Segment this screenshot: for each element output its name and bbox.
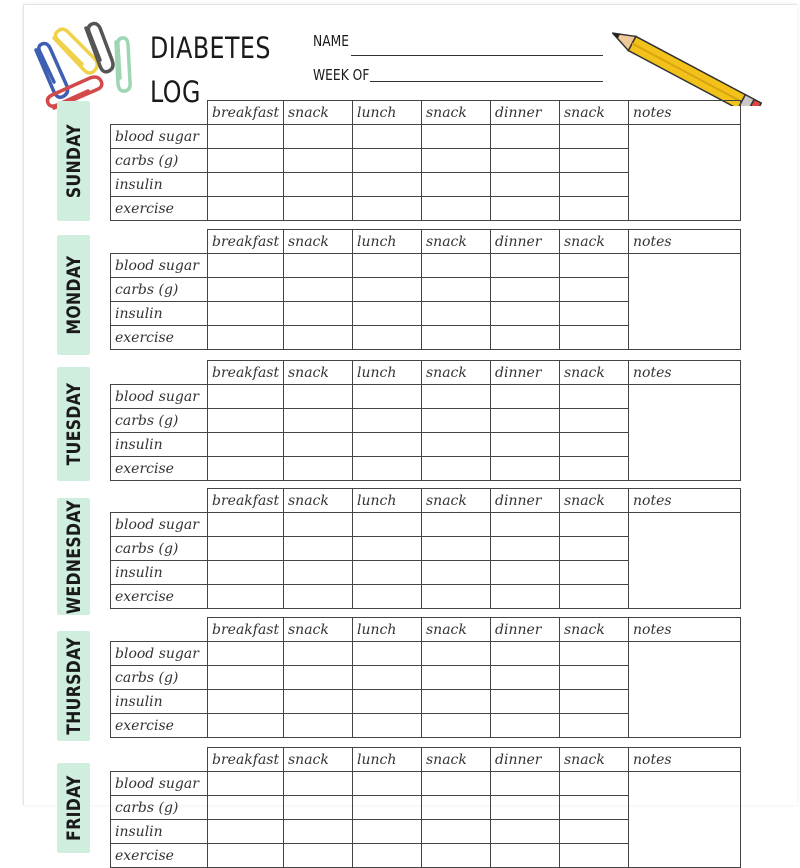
entry-cell[interactable] (422, 302, 491, 326)
entry-cell[interactable] (422, 326, 491, 350)
row-label: insulin (111, 433, 208, 457)
entry-cell[interactable] (422, 457, 491, 481)
entry-cell[interactable] (353, 409, 422, 433)
column-header: lunch (353, 101, 422, 125)
pencil-icon (612, 26, 782, 106)
title-line-1: DIABETES (150, 31, 271, 65)
column-header: snack (284, 101, 353, 125)
notes-cell[interactable] (629, 642, 741, 738)
row-label: exercise (111, 714, 208, 738)
day-label: FRIDAY (62, 775, 85, 841)
entry-cell[interactable] (284, 537, 353, 561)
entry-cell[interactable] (208, 385, 284, 409)
entry-cell[interactable] (284, 561, 353, 585)
entry-cell[interactable] (491, 125, 560, 149)
table-header-row (111, 101, 741, 125)
header-spacer (111, 618, 208, 642)
header-spacer (111, 230, 208, 254)
entry-cell[interactable] (422, 513, 491, 537)
entry-cell[interactable] (560, 254, 629, 278)
day-tab (57, 498, 90, 615)
entry-cell[interactable] (284, 278, 353, 302)
entry-cell[interactable] (422, 690, 491, 714)
column-header: snack (284, 748, 353, 772)
row-label: blood sugar (111, 513, 208, 537)
log-table (110, 488, 741, 609)
header-spacer (111, 101, 208, 125)
entry-cell[interactable] (560, 772, 629, 796)
entry-cell[interactable] (353, 254, 422, 278)
entry-cell[interactable] (560, 585, 629, 609)
column-header: dinner (491, 618, 560, 642)
entry-cell[interactable] (208, 537, 284, 561)
entry-cell[interactable] (491, 409, 560, 433)
entry-cell[interactable] (208, 642, 284, 666)
entry-cell[interactable] (491, 690, 560, 714)
column-header: breakfast (208, 618, 284, 642)
entry-cell[interactable] (422, 642, 491, 666)
entry-cell[interactable] (560, 561, 629, 585)
column-header: breakfast (208, 361, 284, 385)
entry-cell[interactable] (491, 642, 560, 666)
notes-cell[interactable] (629, 254, 741, 350)
entry-cell[interactable] (560, 820, 629, 844)
entry-cell[interactable] (284, 844, 353, 868)
entry-cell[interactable] (208, 714, 284, 738)
entry-cell[interactable] (491, 254, 560, 278)
column-header: lunch (353, 618, 422, 642)
entry-cell[interactable] (491, 561, 560, 585)
log-table (110, 617, 741, 738)
week-label: WEEK OF (313, 66, 370, 84)
entry-cell[interactable] (353, 149, 422, 173)
day-tab (57, 763, 90, 853)
day-tab (57, 101, 90, 221)
entry-cell[interactable] (491, 796, 560, 820)
entry-cell[interactable] (208, 457, 284, 481)
entry-cell[interactable] (422, 585, 491, 609)
entry-cell[interactable] (284, 820, 353, 844)
entry-cell[interactable] (491, 457, 560, 481)
entry-cell[interactable] (284, 254, 353, 278)
row-label: carbs (g) (111, 796, 208, 820)
entry-cell[interactable] (353, 537, 422, 561)
entry-cell[interactable] (208, 585, 284, 609)
entry-cell[interactable] (491, 772, 560, 796)
entry-cell[interactable] (491, 433, 560, 457)
table-header-row (111, 230, 741, 254)
entry-cell[interactable] (491, 302, 560, 326)
log-table (110, 360, 741, 481)
row-label: insulin (111, 690, 208, 714)
row-label: carbs (g) (111, 149, 208, 173)
row-label: exercise (111, 585, 208, 609)
row-label: blood sugar (111, 125, 208, 149)
entry-cell[interactable] (560, 409, 629, 433)
column-header: notes (629, 748, 741, 772)
header-spacer (111, 361, 208, 385)
entry-cell[interactable] (353, 513, 422, 537)
table-header-row (111, 748, 741, 772)
entry-cell[interactable] (353, 278, 422, 302)
column-header: breakfast (208, 489, 284, 513)
entry-cell[interactable] (284, 125, 353, 149)
entry-cell[interactable] (560, 149, 629, 173)
entry-cell[interactable] (422, 844, 491, 868)
notes-cell[interactable] (629, 772, 741, 868)
notes-cell[interactable] (629, 125, 741, 221)
row-label: exercise (111, 326, 208, 350)
title-line-2: LOG (150, 75, 201, 109)
entry-cell[interactable] (208, 197, 284, 221)
entry-cell[interactable] (284, 409, 353, 433)
entry-cell[interactable] (422, 385, 491, 409)
column-header: snack (560, 748, 629, 772)
column-header: notes (629, 489, 741, 513)
entry-cell[interactable] (208, 433, 284, 457)
entry-cell[interactable] (284, 666, 353, 690)
entry-cell[interactable] (353, 690, 422, 714)
row-label: blood sugar (111, 642, 208, 666)
column-header: breakfast (208, 230, 284, 254)
column-header: snack (284, 361, 353, 385)
row-label: carbs (g) (111, 666, 208, 690)
entry-cell[interactable] (560, 457, 629, 481)
column-header: snack (560, 101, 629, 125)
entry-cell[interactable] (208, 278, 284, 302)
entry-cell[interactable] (353, 561, 422, 585)
entry-cell[interactable] (208, 690, 284, 714)
entry-cell[interactable] (560, 197, 629, 221)
column-header: notes (629, 230, 741, 254)
entry-cell[interactable] (284, 433, 353, 457)
table-row (111, 125, 741, 149)
entry-cell[interactable] (491, 537, 560, 561)
entry-cell[interactable] (422, 537, 491, 561)
column-header: snack (422, 748, 491, 772)
entry-cell[interactable] (422, 433, 491, 457)
column-header: breakfast (208, 748, 284, 772)
entry-cell[interactable] (208, 772, 284, 796)
entry-cell[interactable] (491, 385, 560, 409)
entry-cell[interactable] (491, 197, 560, 221)
entry-cell[interactable] (422, 197, 491, 221)
notes-cell[interactable] (629, 513, 741, 609)
entry-cell[interactable] (353, 326, 422, 350)
entry-cell[interactable] (422, 820, 491, 844)
column-header: snack (284, 489, 353, 513)
column-header: dinner (491, 748, 560, 772)
entry-cell[interactable] (491, 173, 560, 197)
entry-cell[interactable] (422, 125, 491, 149)
table-row (111, 772, 741, 796)
entry-cell[interactable] (208, 561, 284, 585)
entry-cell[interactable] (491, 714, 560, 738)
column-header: snack (560, 618, 629, 642)
name-label: NAME (313, 32, 350, 50)
entry-cell[interactable] (422, 772, 491, 796)
entry-cell[interactable] (208, 173, 284, 197)
table-header-row (111, 361, 741, 385)
column-header: lunch (353, 489, 422, 513)
table-row (111, 254, 741, 278)
entry-cell[interactable] (491, 278, 560, 302)
entry-cell[interactable] (491, 326, 560, 350)
log-table (110, 229, 741, 350)
table-row (111, 642, 741, 666)
entry-cell[interactable] (208, 844, 284, 868)
column-header: snack (422, 361, 491, 385)
row-label: exercise (111, 197, 208, 221)
entry-cell[interactable] (284, 585, 353, 609)
log-table (110, 100, 741, 221)
entry-cell[interactable] (284, 326, 353, 350)
row-label: carbs (g) (111, 409, 208, 433)
entry-cell[interactable] (284, 385, 353, 409)
entry-cell[interactable] (491, 844, 560, 868)
day-tab (57, 631, 90, 741)
entry-cell[interactable] (208, 820, 284, 844)
column-header: lunch (353, 361, 422, 385)
entry-cell[interactable] (491, 513, 560, 537)
column-header: snack (284, 618, 353, 642)
entry-cell[interactable] (284, 796, 353, 820)
log-table (110, 747, 741, 868)
name-field[interactable] (351, 55, 603, 56)
entry-cell[interactable] (353, 844, 422, 868)
column-header: snack (560, 361, 629, 385)
row-label: carbs (g) (111, 278, 208, 302)
table-header-row (111, 618, 741, 642)
row-label: exercise (111, 844, 208, 868)
entry-cell[interactable] (422, 714, 491, 738)
notes-cell[interactable] (629, 385, 741, 481)
entry-cell[interactable] (353, 714, 422, 738)
entry-cell[interactable] (560, 326, 629, 350)
week-field[interactable] (370, 81, 603, 82)
column-header: dinner (491, 230, 560, 254)
entry-cell[interactable] (284, 457, 353, 481)
entry-cell[interactable] (284, 690, 353, 714)
entry-cell[interactable] (208, 409, 284, 433)
column-header: lunch (353, 748, 422, 772)
day-label: SUNDAY (62, 123, 85, 199)
table-header-row (111, 489, 741, 513)
entry-cell[interactable] (208, 666, 284, 690)
entry-cell[interactable] (353, 585, 422, 609)
entry-cell[interactable] (284, 642, 353, 666)
table-row (111, 385, 741, 409)
entry-cell[interactable] (422, 149, 491, 173)
entry-cell[interactable] (353, 457, 422, 481)
header-spacer (111, 748, 208, 772)
entry-cell[interactable] (208, 254, 284, 278)
entry-cell[interactable] (560, 385, 629, 409)
row-label: insulin (111, 561, 208, 585)
entry-cell[interactable] (208, 125, 284, 149)
entry-cell[interactable] (422, 409, 491, 433)
column-header: snack (422, 489, 491, 513)
day-tab (57, 235, 90, 355)
entry-cell[interactable] (284, 149, 353, 173)
entry-cell[interactable] (353, 666, 422, 690)
row-label: insulin (111, 302, 208, 326)
entry-cell[interactable] (208, 302, 284, 326)
entry-cell[interactable] (284, 173, 353, 197)
entry-cell[interactable] (491, 820, 560, 844)
row-label: insulin (111, 820, 208, 844)
entry-cell[interactable] (560, 513, 629, 537)
entry-cell[interactable] (560, 433, 629, 457)
entry-cell[interactable] (284, 772, 353, 796)
entry-cell[interactable] (353, 197, 422, 221)
entry-cell[interactable] (353, 642, 422, 666)
entry-cell[interactable] (491, 666, 560, 690)
column-header: snack (422, 618, 491, 642)
entry-cell[interactable] (560, 173, 629, 197)
entry-cell[interactable] (422, 796, 491, 820)
column-header: snack (560, 489, 629, 513)
day-label: WEDNESDAY (62, 499, 85, 614)
entry-cell[interactable] (353, 433, 422, 457)
entry-cell[interactable] (560, 278, 629, 302)
table-row (111, 513, 741, 537)
entry-cell[interactable] (422, 254, 491, 278)
entry-cell[interactable] (422, 666, 491, 690)
entry-cell[interactable] (560, 666, 629, 690)
row-label: insulin (111, 173, 208, 197)
entry-cell[interactable] (491, 149, 560, 173)
row-label: blood sugar (111, 772, 208, 796)
column-header: dinner (491, 361, 560, 385)
day-label: THURSDAY (62, 637, 85, 735)
entry-cell[interactable] (353, 820, 422, 844)
entry-cell[interactable] (284, 302, 353, 326)
entry-cell[interactable] (560, 690, 629, 714)
day-label: MONDAY (62, 255, 85, 335)
entry-cell[interactable] (560, 302, 629, 326)
column-header: snack (284, 230, 353, 254)
row-label: exercise (111, 457, 208, 481)
entry-cell[interactable] (560, 844, 629, 868)
entry-cell[interactable] (284, 714, 353, 738)
entry-cell[interactable] (422, 173, 491, 197)
row-label: blood sugar (111, 385, 208, 409)
entry-cell[interactable] (560, 714, 629, 738)
column-header: dinner (491, 489, 560, 513)
column-header: snack (422, 101, 491, 125)
entry-cell[interactable] (353, 125, 422, 149)
entry-cell[interactable] (560, 796, 629, 820)
column-header: notes (629, 618, 741, 642)
row-label: carbs (g) (111, 537, 208, 561)
column-header: snack (422, 230, 491, 254)
column-header: lunch (353, 230, 422, 254)
entry-cell[interactable] (560, 125, 629, 149)
entry-cell[interactable] (353, 772, 422, 796)
day-tab (57, 367, 90, 481)
entry-cell[interactable] (353, 302, 422, 326)
entry-cell[interactable] (208, 513, 284, 537)
entry-cell[interactable] (491, 585, 560, 609)
column-header: dinner (491, 101, 560, 125)
entry-cell[interactable] (353, 385, 422, 409)
column-header: notes (629, 361, 741, 385)
column-header: snack (560, 230, 629, 254)
entry-cell[interactable] (208, 326, 284, 350)
header-spacer (111, 489, 208, 513)
entry-cell[interactable] (560, 537, 629, 561)
entry-cell[interactable] (353, 796, 422, 820)
entry-cell[interactable] (422, 561, 491, 585)
entry-cell[interactable] (353, 173, 422, 197)
entry-cell[interactable] (208, 796, 284, 820)
row-label: blood sugar (111, 254, 208, 278)
entry-cell[interactable] (284, 513, 353, 537)
entry-cell[interactable] (422, 278, 491, 302)
column-header: breakfast (208, 101, 284, 125)
column-header: notes (629, 101, 741, 125)
entry-cell[interactable] (208, 149, 284, 173)
day-label: TUESDAY (62, 382, 85, 466)
entry-cell[interactable] (284, 197, 353, 221)
entry-cell[interactable] (560, 642, 629, 666)
